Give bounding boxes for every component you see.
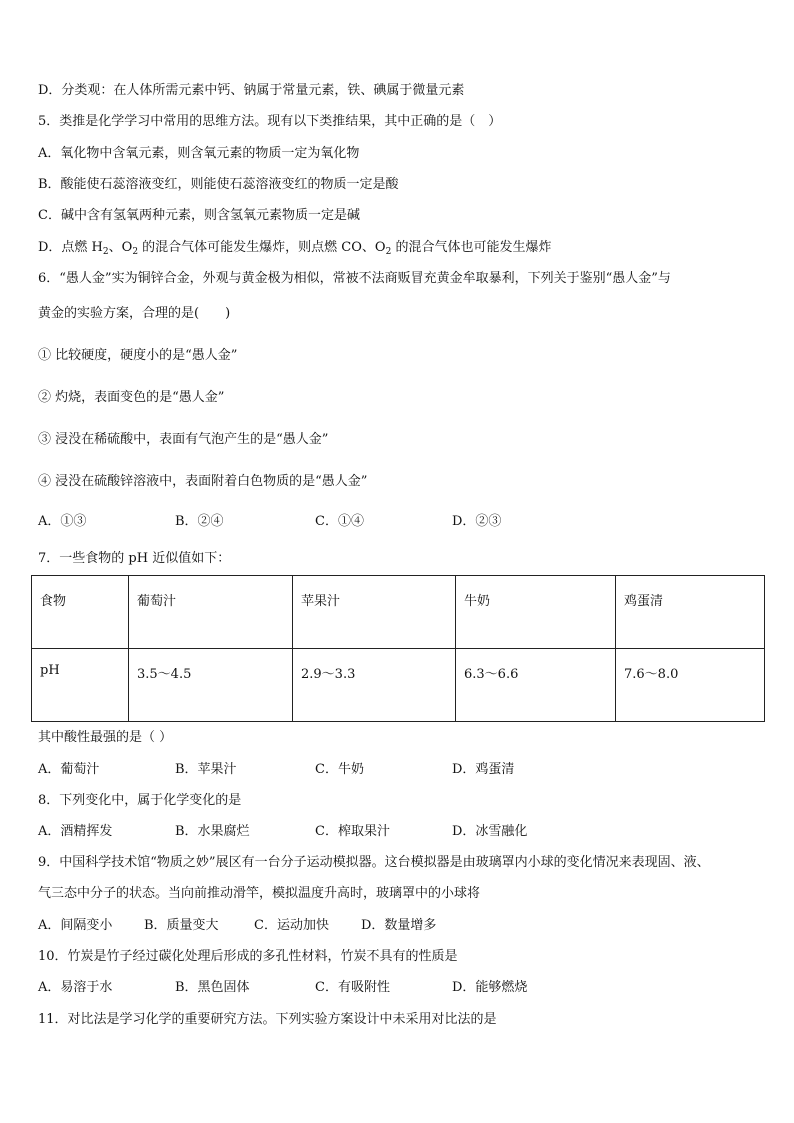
table-cell: 3.5～4.5	[129, 649, 293, 722]
q7-option-d: D．鸡蛋清	[452, 762, 515, 777]
table-cell: pH	[32, 649, 129, 722]
subscript-2: 2	[385, 247, 392, 257]
q8-stem: 8．下列变化中，属于化学变化的是	[38, 793, 242, 808]
q6-item-2: ② 灼烧，表面变色的是“愚人金”	[38, 390, 225, 405]
q10-option-a: A．易溶于水	[38, 980, 113, 995]
q8-option-b: B．水果腐烂	[175, 824, 250, 839]
table-row	[32, 649, 765, 722]
table-header-row	[32, 576, 765, 649]
q6-item-3: ③ 浸没在稀硫酸中，表面有气泡产生的是“愚人金”	[38, 432, 329, 447]
q9-option-d: D．数量增多	[361, 918, 437, 933]
q6-option-d: D．②③	[452, 514, 502, 529]
q6-option-b: B．②④	[175, 514, 224, 529]
q6-stem-line2: 黄金的实验方案，合理的是( )	[38, 306, 231, 321]
q5-option-b: B．酸能使石蕊溶液变红，则能使石蕊溶液变红的物质一定是酸	[38, 177, 399, 192]
q5-option-d-mid2: 的混合气体可能发生爆炸，则点燃 CO、O	[138, 240, 386, 255]
ph-table	[31, 575, 765, 722]
q9-stem-line2: 气三态中分子的状态。当向前推动滑竿，模拟温度升高时，玻璃罩中的小球将	[38, 886, 481, 901]
q7-question: 其中酸性最强的是（ ）	[38, 730, 173, 745]
q7-option-c: C．牛奶	[315, 762, 364, 777]
q5-option-d	[38, 239, 551, 261]
q9-option-a: A．间隔变小	[38, 918, 113, 933]
q9-option-b: B．质量变大	[144, 918, 219, 933]
q6-option-c: C．①④	[315, 514, 364, 529]
q5-stem: 5．类推是化学学习中常用的思维方法。现有以下类推结果，其中正确的是（ ）	[38, 114, 502, 129]
table-cell: 食物	[32, 576, 129, 649]
q10-option-b: B．黑色固体	[175, 980, 250, 995]
q5-option-a: A．氧化物中含氧元素，则含氧元素的物质一定为氧化物	[38, 146, 360, 161]
q5-option-d-end: 的混合气体也可能发生爆炸	[391, 240, 552, 255]
q6-item-1: ① 比较硬度，硬度小的是“愚人金”	[38, 348, 238, 363]
q8-option-d: D．冰雪融化	[452, 824, 528, 839]
q6-stem-line1: 6．“愚人金”实为铜锌合金，外观与黄金极为相似，常被不法商贩冒充黄金牟取暴利，下列关于鉴别“愚人金”与	[38, 271, 671, 286]
q8-option-c: C．榨取果汁	[315, 824, 390, 839]
q9-option-c: C．运动加快	[254, 918, 329, 933]
table-cell: 鸡蛋清	[616, 576, 765, 649]
q5-option-d-mid1: 、O	[108, 240, 133, 255]
table-cell: 苹果汁	[293, 576, 456, 649]
q6-option-a: A．①③	[38, 514, 87, 529]
q11-stem: 11．对比法是学习化学的重要研究方法。下列实验方案设计中未采用对比法的是	[38, 1012, 497, 1027]
q9-stem-line1: 9．中国科学技术馆“物质之妙”展区有一台分子运动模拟器。这台模拟器是由玻璃罩内小球的变化情况来表现固、液、	[38, 855, 710, 870]
q10-stem: 10．竹炭是竹子经过碳化处理后形成的多孔性材料，竹炭不具有的性质是	[38, 949, 458, 964]
q7-option-a: A．葡萄汁	[38, 762, 100, 777]
table-cell: 6.3～6.6	[456, 649, 616, 722]
q10-option-c: C．有吸附性	[315, 980, 390, 995]
table-cell: 牛奶	[456, 576, 616, 649]
q10-option-d: D．能够燃烧	[452, 980, 528, 995]
table-cell: 7.6～8.0	[616, 649, 765, 722]
q4-option-d: D．分类观：在人体所需元素中钙、钠属于常量元素，铁、碘属于微量元素	[38, 83, 465, 98]
q7-stem: 7．一些食物的 pH 近似值如下：	[38, 551, 231, 566]
q8-option-a: A．酒精挥发	[38, 824, 113, 839]
table-cell: 葡萄汁	[129, 576, 293, 649]
subscript-2: 2	[132, 247, 139, 257]
table-cell: 2.9～3.3	[293, 649, 456, 722]
q5-option-d-prefix: D．点燃 H	[38, 240, 103, 255]
q7-option-b: B．苹果汁	[175, 762, 237, 777]
subscript-2: 2	[102, 247, 109, 257]
q5-option-c: C．碱中含有氢氧两种元素，则含氢氧元素物质一定是碱	[38, 208, 360, 223]
q6-item-4: ④ 浸没在硫酸锌溶液中，表面附着白色物质的是“愚人金”	[38, 474, 368, 489]
